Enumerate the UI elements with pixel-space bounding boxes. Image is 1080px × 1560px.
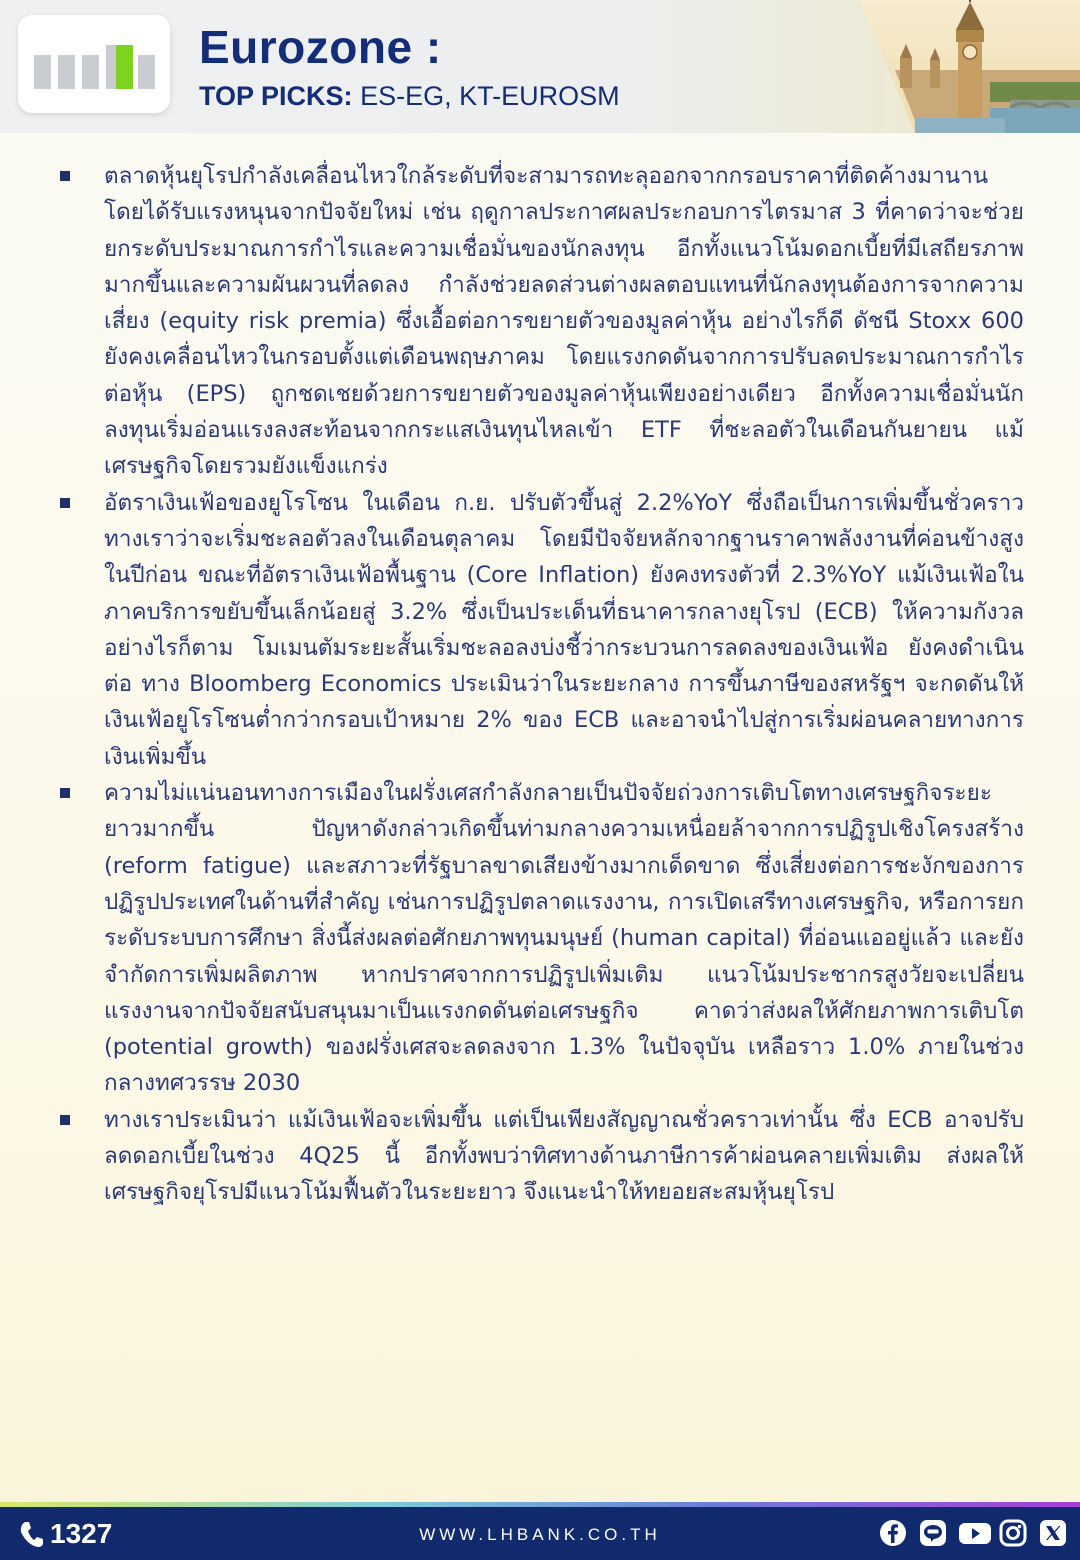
list-item — [58, 158, 1024, 485]
logo-bar-4 — [106, 45, 116, 89]
list-item — [58, 485, 1024, 775]
logo-bar-2 — [58, 55, 75, 89]
logo-bar-green — [116, 45, 133, 89]
phone-number: 1327 — [50, 1518, 113, 1549]
top-picks-label: TOP PICKS: — [199, 81, 353, 111]
london-skyline-image — [840, 0, 1080, 133]
facebook-icon[interactable] — [878, 1518, 908, 1548]
page-title: Eurozone : — [199, 21, 442, 73]
list-item — [58, 1102, 1024, 1211]
logo-bar-1 — [34, 55, 51, 89]
logo-bar-3 — [82, 55, 99, 89]
bullet-text: ตลาดหุ้นยุโรปกำลังเคลื่อนไหวใกล้ระดับที่จะสามารถทะลุออกจากกรอบราคาที่ติดค้างมานาน โดยได้รับแรงหนุนจากปัจจัยใหม่ เช่น ฤดูกาลประกาศผลประกอบการไตรมาส 3 ที่คาดว่าจะช่วยยกระดับประมาณการกำไรและความเชื่อมั่นของนักลงทุน อีกทั้งแนวโน้มดอกเบี้ยที่มีเสถียรภาพมากขึ้นและความผันผวนที่ลดลง กำลังช่วยลดส่วนต่างผลตอบแทนที่นักลงทุนต้องการจากความเสี่ยง (equity risk premia) ซึ่งเอื้อต่อการขยายตัวของมูลค่าหุ้น อย่างไรก็ดี ดัชนี Stoxx 600 ยังคงเคลื่อนไหวในกรอบตั้งแต่เดือนพฤษภาคม โดยแรงกดดันจากการปรับลดประมาณการกำไรต่อหุ้น (EPS) ถูกชดเชยด้วยการขยายตัวของมูลค่าหุ้นเพียงอย่างเดียว อีกทั้งความเชื่อมั่นนักลงทุนเริ่มอ่อนแรงลงสะท้อนจากกระแสเงินทุนไหลเข้า ETF ที่ชะลอตัวในเดือนกันยายน แม้เศรษฐกิจโดยรวมยังแข็งแกร่ง — [104, 163, 1024, 480]
line-icon[interactable] — [918, 1518, 948, 1548]
square-bullet-icon — [60, 498, 70, 508]
logo-card — [18, 15, 170, 113]
bullet-text: อัตราเงินเฟ้อของยูโรโซน ในเดือน ก.ย. ปรับตัวขึ้นสู่ 2.2%YoY ซึ่งถือเป็นการเพิ่มขึ้นชั่วคราว ทางเราว่าจะเริ่มชะลอตัวลงในเดือนตุลาคม โดยมีปัจจัยหลักจากฐานราคาพลังงานที่ค่อนข้างสูงในปีก่อน ขณะที่อัตราเงินเฟ้อพื้นฐาน (Core Inflation) ยังคงทรงตัวที่ 2.3%YoY แม้เงินเฟ้อในภาคบริการขยับขึ้นเล็กน้อยสู่ 3.2% ซึ่งเป็นประเด็นที่ธนาคารกลางยุโรป (ECB) ให้ความกังวล อย่างไรก็ตาม โมเมนตัมระยะสั้นเริ่มชะลอลงบ่งชี้ว่ากระบวนการลดลงของเงินเฟ้อ ยังคงดำเนินต่อ ทาง Bloomberg Economics ประเมินว่าในระยะกลาง การขึ้นภาษีของสหรัฐฯ จะกดดันให้เงินเฟ้อยูโรโซนต่ำกว่ากรอบเป้าหมาย 2% ของ ECB และอาจนำไปสู่การเริ่มผ่อนคลายทางการเงินเพิ่มขึ้น — [104, 489, 1024, 770]
social-links — [868, 1518, 1068, 1548]
list-item — [58, 775, 1024, 1102]
footer-bar — [0, 1502, 1080, 1560]
youtube-icon[interactable] — [958, 1518, 988, 1548]
x-icon[interactable] — [1038, 1518, 1068, 1548]
square-bullet-icon — [60, 1115, 70, 1125]
header-banner — [0, 0, 1080, 133]
content-bullet-list — [58, 158, 1024, 1211]
top-picks-values: ES-EG, KT-EUROSM — [360, 81, 620, 111]
footer-gradient-stripe — [0, 1502, 1080, 1507]
bullet-text: ความไม่แน่นอนทางการเมืองในฝรั่งเศสกำลังกลายเป็นปัจจัยถ่วงการเติบโตทางเศรษฐกิจระยะยาวมากขึ้น ปัญหาดังกล่าวเกิดขึ้นท่ามกลางความเหนื่อยล้าจากการปฏิรูปเชิงโครงสร้าง (reform fatigue) และสภาวะที่รัฐบาลขาดเสียงข้างมากเด็ดขาด ซึ่งเสี่ยงต่อการชะงักของการปฏิรูปประเทศในด้านที่สำคัญ เช่นการปฏิรูปตลาดแรงงาน, การเปิดเสรีทางเศรษฐกิจ, หรือการยกระดับระบบการศึกษา สิ่งนี้ส่งผลต่อศักยภาพทุนมนุษย์ (human capital) ที่อ่อนแออยู่แล้ว และยังจำกัดการเพิ่มผลิตภาพ หากปราศจากการปฏิรูปเพิ่มเติม แนวโน้มประชากรสูงวัยจะเปลี่ยนแรงงานจากปัจจัยสนับสนุนมาเป็นแรงกดดันต่อเศรษฐกิจ คาดว่าส่งผลให้ศักยภาพการเติบโต (potential growth) ของฝรั่งเศสจะลดลงจาก 1.3% ในปัจจุบัน เหลือราว 1.0% ภายในช่วงกลางทศวรรษ 2030 — [104, 780, 1024, 1097]
top-picks-subtitle — [199, 80, 620, 112]
square-bullet-icon — [60, 171, 70, 181]
bullet-text: ทางเราประเมินว่า แม้เงินเฟ้อจะเพิ่มขึ้น แต่เป็นเพียงสัญญาณชั่วคราวเท่านั้น ซึ่ง ECB อาจปรับลดดอกเบี้ยในช่วง 4Q25 นี้ อีกทั้งพบว่าทิศทางด้านภาษีการค้าผ่อนคลายเพิ่มเติม ส่งผลให้เศรษฐกิจยุโรปมีแนวโน้มฟื้นตัวในระยะยาว จึงแนะนำให้ทยอยสะสมหุ้นยุโรป — [104, 1106, 1024, 1206]
logo-bar-6 — [138, 55, 155, 89]
website-link[interactable]: WWW.LHBANK.CO.TH — [419, 1525, 661, 1544]
square-bullet-icon — [60, 788, 70, 798]
instagram-icon[interactable] — [998, 1518, 1028, 1548]
